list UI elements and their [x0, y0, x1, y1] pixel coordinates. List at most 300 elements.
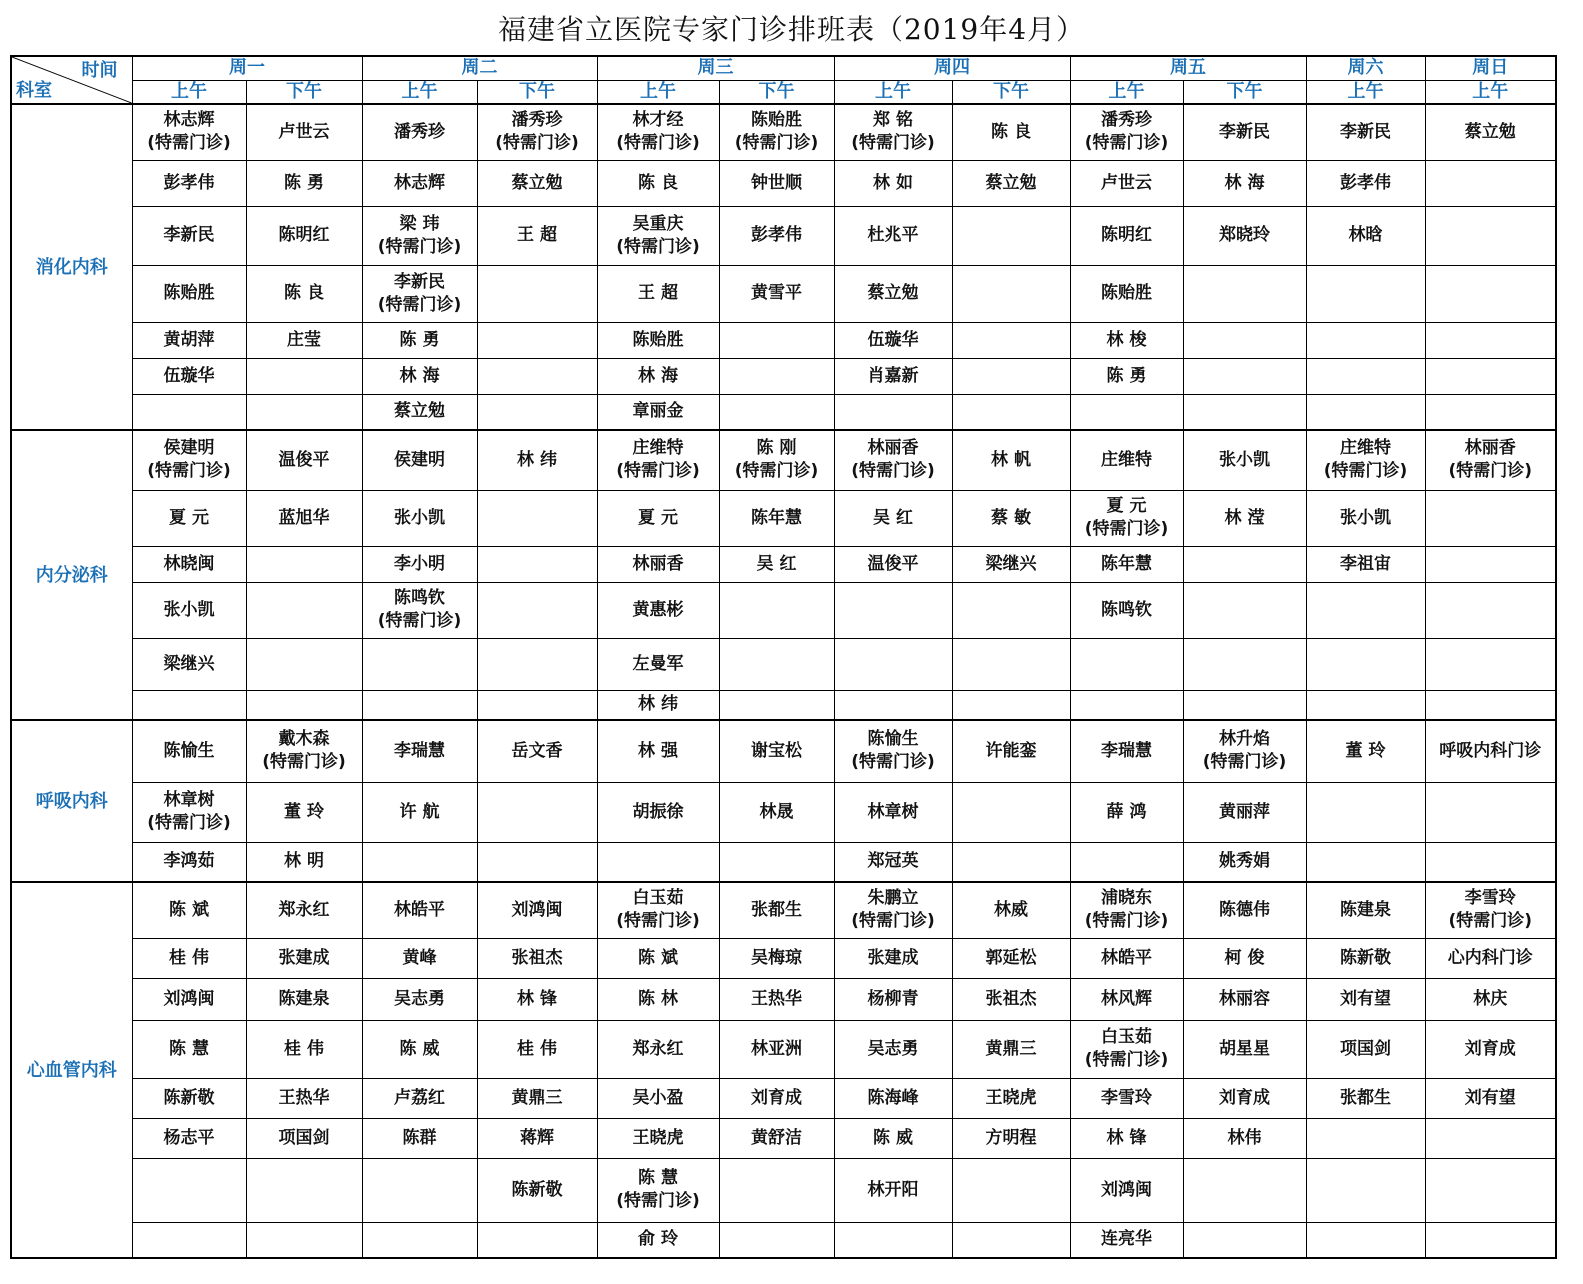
- doctor-cell: 梁继兴: [132, 638, 246, 690]
- doctor-cell: 薛 鸿: [1070, 782, 1183, 842]
- doctor-cell: [1425, 490, 1556, 546]
- doctor-cell: 董 玲: [246, 782, 362, 842]
- doctor-cell: 陈年慧: [1070, 546, 1183, 582]
- doctor-cell: [1306, 690, 1425, 720]
- schedule-row: [11, 582, 1556, 638]
- doctor-cell: 彭孝伟: [719, 206, 834, 265]
- doctor-cell: 李新民 (特需门诊): [362, 265, 477, 322]
- doctor-cell: 陈 良: [952, 104, 1070, 160]
- session-header: 下午: [1183, 80, 1306, 104]
- doctor-cell: 李新民: [1183, 104, 1306, 160]
- schedule-row: [11, 490, 1556, 546]
- doctor-cell: [477, 490, 597, 546]
- doctor-cell: 桂 伟: [246, 1020, 362, 1078]
- dept-label: 科室: [16, 80, 52, 101]
- doctor-cell: 温俊平: [834, 546, 952, 582]
- doctor-cell: 林 锋: [1070, 1118, 1183, 1158]
- doctor-cell: [1306, 265, 1425, 322]
- doctor-cell: [1070, 638, 1183, 690]
- doctor-cell: 陈 良: [597, 160, 719, 206]
- doctor-cell: 庄维特 (特需门诊): [597, 430, 719, 490]
- doctor-cell: 蔡立勉: [362, 394, 477, 430]
- doctor-cell: 杨志平: [132, 1118, 246, 1158]
- doctor-cell: 王热华: [719, 978, 834, 1020]
- doctor-cell: 林 帆: [952, 430, 1070, 490]
- schedule-row: [11, 938, 1556, 978]
- doctor-cell: [719, 842, 834, 882]
- doctor-cell: [952, 394, 1070, 430]
- schedule-row: [11, 546, 1556, 582]
- doctor-cell: [477, 638, 597, 690]
- schedule-row: [11, 882, 1556, 938]
- doctor-cell: [719, 690, 834, 720]
- doctor-cell: 俞 玲: [597, 1222, 719, 1258]
- doctor-cell: 胡振徐: [597, 782, 719, 842]
- doctor-cell: 李祖宙: [1306, 546, 1425, 582]
- doctor-cell: 陈建泉: [246, 978, 362, 1020]
- department-label: 呼吸内科: [11, 720, 132, 882]
- doctor-cell: 梁 玮 (特需门诊): [362, 206, 477, 265]
- doctor-cell: [1183, 394, 1306, 430]
- doctor-cell: 伍璇华: [834, 322, 952, 358]
- doctor-cell: 郑 铭 (特需门诊): [834, 104, 952, 160]
- doctor-cell: 吴重庆 (特需门诊): [597, 206, 719, 265]
- doctor-cell: [719, 638, 834, 690]
- doctor-cell: [1425, 690, 1556, 720]
- doctor-cell: [952, 1158, 1070, 1222]
- doctor-cell: 项国剑: [246, 1118, 362, 1158]
- doctor-cell: 桂 伟: [477, 1020, 597, 1078]
- doctor-cell: [362, 638, 477, 690]
- doctor-cell: 蔡立勉: [477, 160, 597, 206]
- doctor-cell: 蒋辉: [477, 1118, 597, 1158]
- doctor-cell: 陈 威: [362, 1020, 477, 1078]
- doctor-cell: 梁继兴: [952, 546, 1070, 582]
- doctor-cell: 张建成: [834, 938, 952, 978]
- doctor-cell: 郭延松: [952, 938, 1070, 978]
- schedule-row: [11, 1222, 1556, 1258]
- doctor-cell: 陈 刚 (特需门诊): [719, 430, 834, 490]
- doctor-cell: [1425, 842, 1556, 882]
- doctor-cell: 黄雪平: [719, 265, 834, 322]
- doctor-cell: 蓝旭华: [246, 490, 362, 546]
- day-header: 周四: [834, 56, 1070, 80]
- doctor-cell: 林丽容: [1183, 978, 1306, 1020]
- doctor-cell: [362, 690, 477, 720]
- doctor-cell: 陈年慧: [719, 490, 834, 546]
- doctor-cell: [952, 842, 1070, 882]
- day-header: 周二: [362, 56, 597, 80]
- doctor-cell: 李新民: [1306, 104, 1425, 160]
- doctor-cell: [132, 690, 246, 720]
- schedule-row: [11, 430, 1556, 490]
- doctor-cell: 林丽香 (特需门诊): [834, 430, 952, 490]
- doctor-cell: 林才经 (特需门诊): [597, 104, 719, 160]
- doctor-cell: [952, 358, 1070, 394]
- doctor-cell: 肖嘉新: [834, 358, 952, 394]
- doctor-cell: [597, 842, 719, 882]
- doctor-cell: [834, 638, 952, 690]
- header-days-row: [11, 56, 1556, 80]
- doctor-cell: 陈德伟: [1183, 882, 1306, 938]
- doctor-cell: 潘秀珍 (特需门诊): [477, 104, 597, 160]
- doctor-cell: [246, 582, 362, 638]
- doctor-cell: [477, 358, 597, 394]
- doctor-cell: 章丽金: [597, 394, 719, 430]
- doctor-cell: 吴志勇: [834, 1020, 952, 1078]
- doctor-cell: [1425, 546, 1556, 582]
- doctor-cell: 陈 慧: [132, 1020, 246, 1078]
- schedule-row: [11, 1158, 1556, 1222]
- doctor-cell: [246, 638, 362, 690]
- doctor-cell: [477, 582, 597, 638]
- schedule-row: [11, 842, 1556, 882]
- doctor-cell: 林皓平: [362, 882, 477, 938]
- doctor-cell: 卢世云: [246, 104, 362, 160]
- doctor-cell: [1183, 582, 1306, 638]
- doctor-cell: 林晗: [1306, 206, 1425, 265]
- session-header: 下午: [952, 80, 1070, 104]
- doctor-cell: 李新民: [132, 206, 246, 265]
- doctor-cell: 吴 红: [719, 546, 834, 582]
- doctor-cell: 林伟: [1183, 1118, 1306, 1158]
- doctor-cell: 黄惠彬: [597, 582, 719, 638]
- doctor-cell: 刘鸿闽: [132, 978, 246, 1020]
- doctor-cell: 方明程: [952, 1118, 1070, 1158]
- doctor-cell: [132, 1222, 246, 1258]
- doctor-cell: 陈 勇: [246, 160, 362, 206]
- doctor-cell: 刘鸿闽: [1070, 1158, 1183, 1222]
- doctor-cell: 陈 慧 (特需门诊): [597, 1158, 719, 1222]
- schedule-row: [11, 690, 1556, 720]
- doctor-cell: 陈 勇: [1070, 358, 1183, 394]
- session-header: 上午: [1070, 80, 1183, 104]
- doctor-cell: [132, 394, 246, 430]
- doctor-cell: 林开阳: [834, 1158, 952, 1222]
- doctor-cell: [477, 265, 597, 322]
- doctor-cell: 陈 斌: [132, 882, 246, 938]
- doctor-cell: 郑冠英: [834, 842, 952, 882]
- schedule-row: [11, 358, 1556, 394]
- department-label: 消化内科: [11, 104, 132, 430]
- doctor-cell: [1183, 1158, 1306, 1222]
- schedule-row: [11, 322, 1556, 358]
- day-header: 周日: [1425, 56, 1556, 80]
- doctor-cell: [1425, 394, 1556, 430]
- doctor-cell: 卢荔红: [362, 1078, 477, 1118]
- doctor-cell: [1306, 394, 1425, 430]
- doctor-cell: 陈建泉: [1306, 882, 1425, 938]
- doctor-cell: [1070, 394, 1183, 430]
- doctor-cell: 陈群: [362, 1118, 477, 1158]
- doctor-cell: 林 明: [246, 842, 362, 882]
- doctor-cell: 张建成: [246, 938, 362, 978]
- doctor-cell: 林 锋: [477, 978, 597, 1020]
- doctor-cell: [1306, 582, 1425, 638]
- doctor-cell: 王晓虎: [952, 1078, 1070, 1118]
- doctor-cell: 张小凯: [362, 490, 477, 546]
- doctor-cell: [952, 582, 1070, 638]
- doctor-cell: 李瑞慧: [362, 720, 477, 782]
- doctor-cell: [477, 1222, 597, 1258]
- schedule-row: [11, 720, 1556, 782]
- doctor-cell: 陈贻胜: [597, 322, 719, 358]
- doctor-cell: 李瑞慧: [1070, 720, 1183, 782]
- doctor-cell: 林丽香 (特需门诊): [1425, 430, 1556, 490]
- doctor-cell: [1425, 1158, 1556, 1222]
- doctor-cell: 林升焰 (特需门诊): [1183, 720, 1306, 782]
- schedule-row: [11, 782, 1556, 842]
- doctor-cell: 浦晓东 (特需门诊): [1070, 882, 1183, 938]
- session-header: 上午: [834, 80, 952, 104]
- doctor-cell: 岳文香: [477, 720, 597, 782]
- doctor-cell: 陈 威: [834, 1118, 952, 1158]
- doctor-cell: 董 玲: [1306, 720, 1425, 782]
- doctor-cell: 戴木森 (特需门诊): [246, 720, 362, 782]
- session-header: 上午: [1425, 80, 1556, 104]
- doctor-cell: 郑永红: [597, 1020, 719, 1078]
- doctor-cell: 刘有望: [1425, 1078, 1556, 1118]
- doctor-cell: 连亮华: [1070, 1222, 1183, 1258]
- doctor-cell: 黄丽萍: [1183, 782, 1306, 842]
- doctor-cell: [952, 782, 1070, 842]
- doctor-cell: 张祖杰: [952, 978, 1070, 1020]
- schedule-row: [11, 394, 1556, 430]
- doctor-cell: 夏 元: [597, 490, 719, 546]
- doctor-cell: [477, 394, 597, 430]
- doctor-cell: 陈 斌: [597, 938, 719, 978]
- doctor-cell: [719, 1158, 834, 1222]
- doctor-cell: 陈明红: [1070, 206, 1183, 265]
- doctor-cell: [1306, 358, 1425, 394]
- doctor-cell: 许 航: [362, 782, 477, 842]
- doctor-cell: 林章树 (特需门诊): [132, 782, 246, 842]
- doctor-cell: 温俊平: [246, 430, 362, 490]
- doctor-cell: 心内科门诊: [1425, 938, 1556, 978]
- doctor-cell: 黄峰: [362, 938, 477, 978]
- doctor-cell: 柯 俊: [1183, 938, 1306, 978]
- page-title: 福建省立医院专家门诊排班表（2019年4月）: [497, 13, 1086, 46]
- doctor-cell: 陈新敬: [132, 1078, 246, 1118]
- doctor-cell: 林志辉 (特需门诊): [132, 104, 246, 160]
- doctor-cell: [952, 690, 1070, 720]
- doctor-cell: 林丽香: [597, 546, 719, 582]
- doctor-cell: 陈鸣钦: [1070, 582, 1183, 638]
- doctor-cell: 白玉茹 (特需门诊): [1070, 1020, 1183, 1078]
- corner-header: [11, 56, 132, 104]
- doctor-cell: 陈新敬: [1306, 938, 1425, 978]
- doctor-cell: 呼吸内科门诊: [1425, 720, 1556, 782]
- doctor-cell: [952, 322, 1070, 358]
- doctor-cell: 胡星星: [1183, 1020, 1306, 1078]
- doctor-cell: 张都生: [719, 882, 834, 938]
- doctor-cell: [1183, 358, 1306, 394]
- doctor-cell: 黄舒洁: [719, 1118, 834, 1158]
- doctor-cell: 张小凯: [1306, 490, 1425, 546]
- doctor-cell: [477, 690, 597, 720]
- doctor-cell: [719, 394, 834, 430]
- day-header: 周三: [597, 56, 834, 80]
- doctor-cell: 蔡立勉: [1425, 104, 1556, 160]
- doctor-cell: 林 海: [1183, 160, 1306, 206]
- doctor-cell: [1306, 1118, 1425, 1158]
- doctor-cell: 陈贻胜: [1070, 265, 1183, 322]
- doctor-cell: 潘秀珍 (特需门诊): [1070, 104, 1183, 160]
- doctor-cell: 林 纬: [597, 690, 719, 720]
- doctor-cell: 黄胡萍: [132, 322, 246, 358]
- session-header: 下午: [477, 80, 597, 104]
- doctor-cell: 陈愉生: [132, 720, 246, 782]
- doctor-cell: [1425, 638, 1556, 690]
- doctor-cell: [1183, 690, 1306, 720]
- doctor-cell: 林晟: [719, 782, 834, 842]
- doctor-cell: 王 超: [477, 206, 597, 265]
- doctor-cell: [1183, 265, 1306, 322]
- session-header: 上午: [1306, 80, 1425, 104]
- doctor-cell: 林风辉: [1070, 978, 1183, 1020]
- doctor-cell: 陈愉生 (特需门诊): [834, 720, 952, 782]
- day-header: 周五: [1070, 56, 1306, 80]
- doctor-cell: 李雪玲 (特需门诊): [1425, 882, 1556, 938]
- schedule-row: [11, 978, 1556, 1020]
- doctor-cell: 李鸿茹: [132, 842, 246, 882]
- doctor-cell: [246, 358, 362, 394]
- doctor-cell: 黄鼎三: [477, 1078, 597, 1118]
- doctor-cell: 陈 良: [246, 265, 362, 322]
- doctor-cell: [1425, 782, 1556, 842]
- doctor-cell: [1425, 265, 1556, 322]
- doctor-cell: [246, 690, 362, 720]
- doctor-cell: [246, 1222, 362, 1258]
- doctor-cell: 吴小盈: [597, 1078, 719, 1118]
- doctor-cell: [362, 1158, 477, 1222]
- doctor-cell: [1306, 782, 1425, 842]
- schedule-row: [11, 206, 1556, 265]
- doctor-cell: [1306, 1158, 1425, 1222]
- doctor-cell: [834, 394, 952, 430]
- doctor-cell: [834, 1222, 952, 1258]
- doctor-cell: 彭孝伟: [1306, 160, 1425, 206]
- doctor-cell: 郑永红: [246, 882, 362, 938]
- doctor-cell: 姚秀娟: [1183, 842, 1306, 882]
- doctor-cell: 庄维特 (特需门诊): [1306, 430, 1425, 490]
- doctor-cell: [1070, 842, 1183, 882]
- doctor-cell: 陈海峰: [834, 1078, 952, 1118]
- doctor-cell: 李小明: [362, 546, 477, 582]
- doctor-cell: 张小凯: [1183, 430, 1306, 490]
- doctor-cell: 陈新敬: [477, 1158, 597, 1222]
- doctor-cell: [1183, 322, 1306, 358]
- doctor-cell: [719, 1222, 834, 1258]
- doctor-cell: 刘鸿闽: [477, 882, 597, 938]
- doctor-cell: 林 如: [834, 160, 952, 206]
- doctor-cell: 陈明红: [246, 206, 362, 265]
- doctor-cell: 张都生: [1306, 1078, 1425, 1118]
- doctor-cell: 白玉茹 (特需门诊): [597, 882, 719, 938]
- schedule-row: [11, 104, 1556, 160]
- doctor-cell: 林威: [952, 882, 1070, 938]
- time-label: 时间: [81, 60, 118, 81]
- schedule-table: [10, 55, 1557, 1259]
- doctor-cell: [834, 690, 952, 720]
- doctor-cell: 钟世顺: [719, 160, 834, 206]
- session-header: 上午: [362, 80, 477, 104]
- day-header: 周一: [132, 56, 362, 80]
- doctor-cell: [1306, 1222, 1425, 1258]
- doctor-cell: [477, 546, 597, 582]
- day-header: 周六: [1306, 56, 1425, 80]
- doctor-cell: [1425, 160, 1556, 206]
- doctor-cell: 刘育成: [1425, 1020, 1556, 1078]
- doctor-cell: [1070, 690, 1183, 720]
- session-header: 上午: [597, 80, 719, 104]
- doctor-cell: 许能銮: [952, 720, 1070, 782]
- doctor-cell: [1183, 638, 1306, 690]
- doctor-cell: [952, 206, 1070, 265]
- schedule-row: [11, 1020, 1556, 1078]
- doctor-cell: 彭孝伟: [132, 160, 246, 206]
- doctor-cell: 李雪玲: [1070, 1078, 1183, 1118]
- doctor-cell: 项国剑: [1306, 1020, 1425, 1078]
- doctor-cell: [719, 358, 834, 394]
- doctor-cell: 朱鹏立 (特需门诊): [834, 882, 952, 938]
- schedule-row: [11, 160, 1556, 206]
- doctor-cell: 陈鸣钦 (特需门诊): [362, 582, 477, 638]
- doctor-cell: [1183, 546, 1306, 582]
- doctor-cell: 林 纬: [477, 430, 597, 490]
- doctor-cell: [1425, 582, 1556, 638]
- department-label: 心血管内科: [11, 882, 132, 1258]
- doctor-cell: [1183, 1222, 1306, 1258]
- schedule-row: [11, 1118, 1556, 1158]
- doctor-cell: 杜兆平: [834, 206, 952, 265]
- doctor-cell: [246, 1158, 362, 1222]
- doctor-cell: 吴志勇: [362, 978, 477, 1020]
- doctor-cell: [834, 582, 952, 638]
- doctor-cell: 伍璇华: [132, 358, 246, 394]
- doctor-cell: [477, 782, 597, 842]
- doctor-cell: [362, 842, 477, 882]
- doctor-cell: 林亚洲: [719, 1020, 834, 1078]
- doctor-cell: 林庆: [1425, 978, 1556, 1020]
- doctor-cell: 林 海: [362, 358, 477, 394]
- doctor-cell: 夏 元 (特需门诊): [1070, 490, 1183, 546]
- doctor-cell: 蔡 敏: [952, 490, 1070, 546]
- doctor-cell: 林 滢: [1183, 490, 1306, 546]
- doctor-cell: 杨柳青: [834, 978, 952, 1020]
- doctor-cell: 左曼军: [597, 638, 719, 690]
- doctor-cell: [477, 322, 597, 358]
- doctor-cell: [952, 265, 1070, 322]
- doctor-cell: 蔡立勉: [834, 265, 952, 322]
- doctor-cell: [477, 842, 597, 882]
- doctor-cell: [1425, 1222, 1556, 1258]
- header-sessions-row: [11, 80, 1556, 104]
- doctor-cell: 刘育成: [1183, 1078, 1306, 1118]
- doctor-cell: [1425, 206, 1556, 265]
- schedule-row: [11, 638, 1556, 690]
- doctor-cell: 林 强: [597, 720, 719, 782]
- doctor-cell: 王晓虎: [597, 1118, 719, 1158]
- doctor-cell: 夏 元: [132, 490, 246, 546]
- doctor-cell: [952, 638, 1070, 690]
- doctor-cell: 刘有望: [1306, 978, 1425, 1020]
- doctor-cell: 谢宝松: [719, 720, 834, 782]
- doctor-cell: 王 超: [597, 265, 719, 322]
- doctor-cell: [1306, 842, 1425, 882]
- doctor-cell: 刘育成: [719, 1078, 834, 1118]
- schedule-row: [11, 1078, 1556, 1118]
